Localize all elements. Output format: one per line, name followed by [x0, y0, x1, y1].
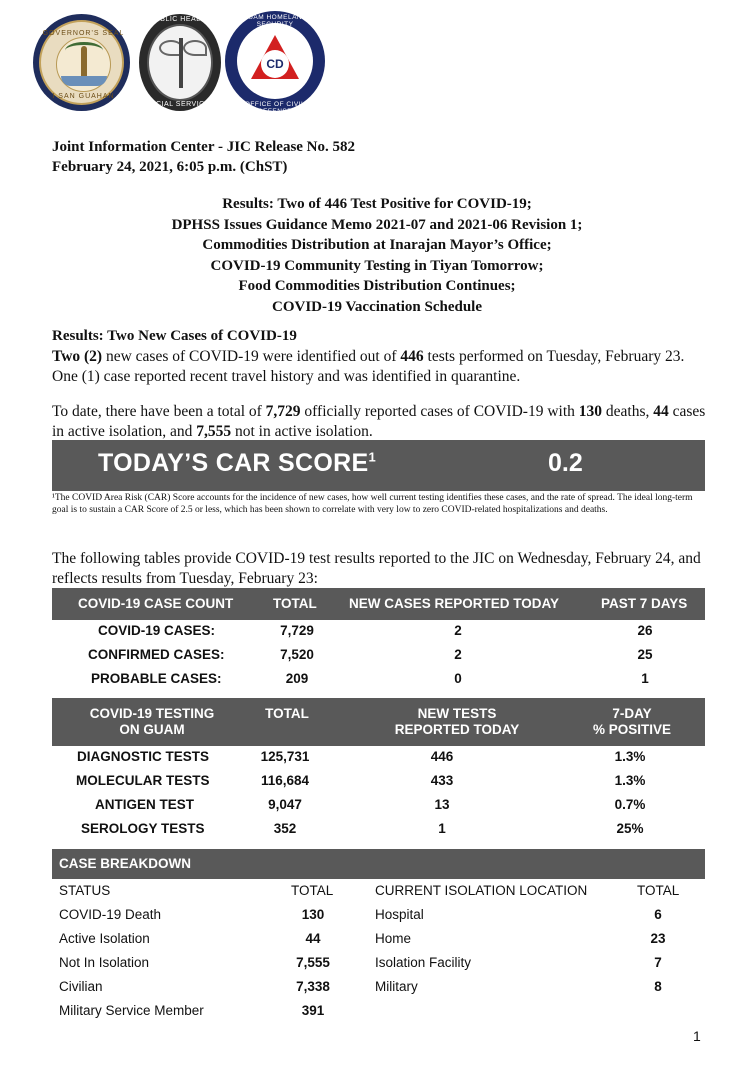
tables-intro: The following tables provide COVID-19 test results reported to the JIC on Wednesday, February 24, and reflects results from Tuesday, February 23: [52, 550, 701, 587]
results-paragraph-2: To date, there have been a total of 7,729 officially reported cases of COVID-19 with 130 deaths, 44 cases in active isolation, and 7,555 not in active isolation. [52, 403, 706, 440]
results-paragraph-1: Two (2) new cases of COVID-19 were identified out of 446 tests performed on Tuesday, February 23. One (1) case reported recent travel history and was identified in quarantine. [52, 348, 685, 385]
testing-col-new: NEW TESTS REPORTED TODAY [394, 706, 520, 737]
car-score-banner [52, 440, 705, 491]
headline: Results: Two of 446 Test Positive for COVID-19; [222, 196, 532, 212]
page-number: 1 [693, 1028, 701, 1044]
headlines [52, 194, 702, 317]
testing-header-row [52, 698, 705, 746]
civil-defense-top-text: GUAM HOMELAND SECURITY [242, 14, 308, 28]
case-count-col-past7: PAST 7 DAYS [601, 596, 688, 611]
release-date: February 24, 2021, 6:05 p.m. (ChST) [52, 159, 288, 175]
civil-defense-bottom-text: OFFICE OF CIVIL DEFENSE [244, 101, 306, 115]
testing-col-positive: 7-DAY % POSITIVE [592, 706, 672, 737]
headline: COVID-19 Vaccination Schedule [271, 298, 483, 315]
headline: Food Commodities Distribution Continues; [238, 278, 516, 294]
release-title: Joint Information Center - JIC Release No. 582 [52, 139, 356, 155]
public-health-seal-bottom-text: SOCIAL SERVICES [144, 101, 216, 108]
status-total-col-header: TOTAL [291, 883, 334, 898]
case-count-col-label: COVID-19 CASE COUNT [78, 596, 234, 611]
headline: DPHSS Issues Guidance Memo 2021-07 and 2021-06 Revision 1; [171, 216, 583, 233]
car-score-value: 0.2 [548, 449, 583, 477]
public-health-seal-logo [139, 14, 221, 111]
governors-seal-top-text: GOVERNOR'S SEAL [42, 30, 125, 37]
case-count-col-new: NEW CASES REPORTED TODAY [349, 596, 560, 611]
governors-seal-logo [33, 14, 130, 111]
location-total-col-header: TOTAL [637, 883, 680, 898]
case-breakdown-title: CASE BREAKDOWN [59, 856, 192, 871]
case-count-col-total: TOTAL [273, 596, 317, 611]
results-section-title: Results: Two New Cases of COVID-19 [52, 328, 297, 344]
car-score-footnote: ¹The COVID Area Risk (CAR) Score accounts for the incidence of new cases, how well current testing identifies these cases, and the rate of spread. The ideal long-term goal is to sustain a CAR Score of 2.5 or less, which has been shown to correlate with very low to zero COVID-related hospitalizations and deaths. [52, 493, 693, 515]
testing-col-total: TOTAL [265, 706, 309, 721]
governors-seal-bottom-text: I SAN GUAHAN [52, 93, 115, 100]
testing-col-label: COVID-19 TESTING ON GUAM [89, 706, 215, 737]
case-count-header-row [52, 588, 705, 620]
headline: COVID-19 Community Testing in Tiyan Tomorrow; [210, 257, 544, 274]
status-col-header: STATUS [59, 883, 111, 898]
civil-defense-emblem: CD [261, 50, 289, 78]
case-breakdown-header [52, 849, 705, 879]
car-score-label: TODAY’S CAR SCORE$^1$ [98, 449, 376, 477]
public-health-seal-top-text: PUBLIC HEALTH [149, 16, 211, 23]
location-col-header: CURRENT ISOLATION LOCATION [375, 883, 588, 898]
headline: Commodities Distribution at Inarajan Mayor’s Office; [202, 237, 552, 253]
civil-defense-seal-logo [225, 11, 325, 115]
